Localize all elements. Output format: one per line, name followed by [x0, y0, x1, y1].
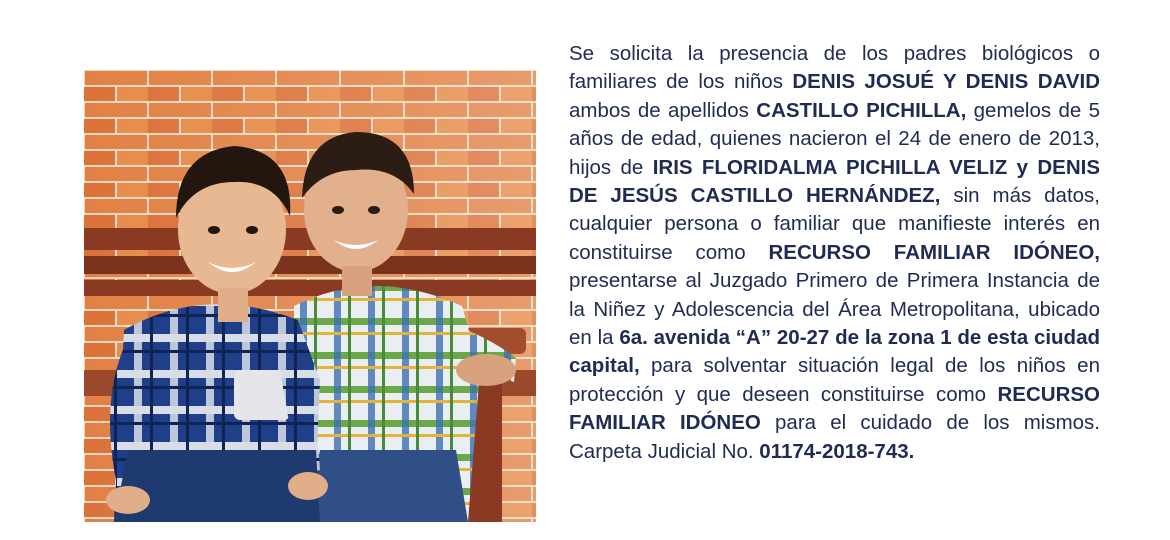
notice-text-birth: gemelos de 5 años de edad, quienes nacieron el 24 de enero de 2013, hijos de: [569, 98, 1101, 179]
notice-text-request: sin más datos, cualquier persona o familiar que manifieste interés en constituirse como: [569, 184, 1100, 264]
parents-names: IRIS FLORIDALMA PICHILLA VELIZ y DENIS DE JESÚS CASTILLO HERNÁNDEZ,: [569, 155, 1100, 208]
notice-text: [569, 40, 1100, 466]
recurso-familiar-1: RECURSO FAMILIAR IDÓNEO,: [768, 240, 1100, 264]
recurso-familiar-2: RECURSO FAMILIAR IDÓNEO: [569, 382, 1100, 435]
notice-text-intro: Se solicita la presencia de los padres biológicos o familiares de los niños: [569, 42, 1100, 94]
notice-text-purpose: para solventar situación legal de los niños en protección y que deseen constituirse como: [569, 354, 1100, 406]
notice-text-surname-lead: ambos de apellidos: [569, 98, 757, 122]
notice-text-closing: para el cuidado de los mismos. Carpeta Judicial No.: [569, 411, 1101, 463]
twins-photo: [84, 70, 536, 522]
court-address: 6a. avenida “A” 20-27 de la zona 1 de esta ciudad capital,: [569, 326, 1101, 378]
case-number: 01174-2018-743.: [759, 439, 915, 463]
children-names: DENIS JOSUÉ Y DENIS DAVID: [792, 70, 1101, 94]
notice-text-court: presentarse al Juzgado Primero de Primera Instancia de la Niñez y Adolescencia del Área Metropolitana, ubicado en la: [569, 269, 1100, 350]
children-surnames: CASTILLO PICHILLA,: [756, 98, 967, 122]
